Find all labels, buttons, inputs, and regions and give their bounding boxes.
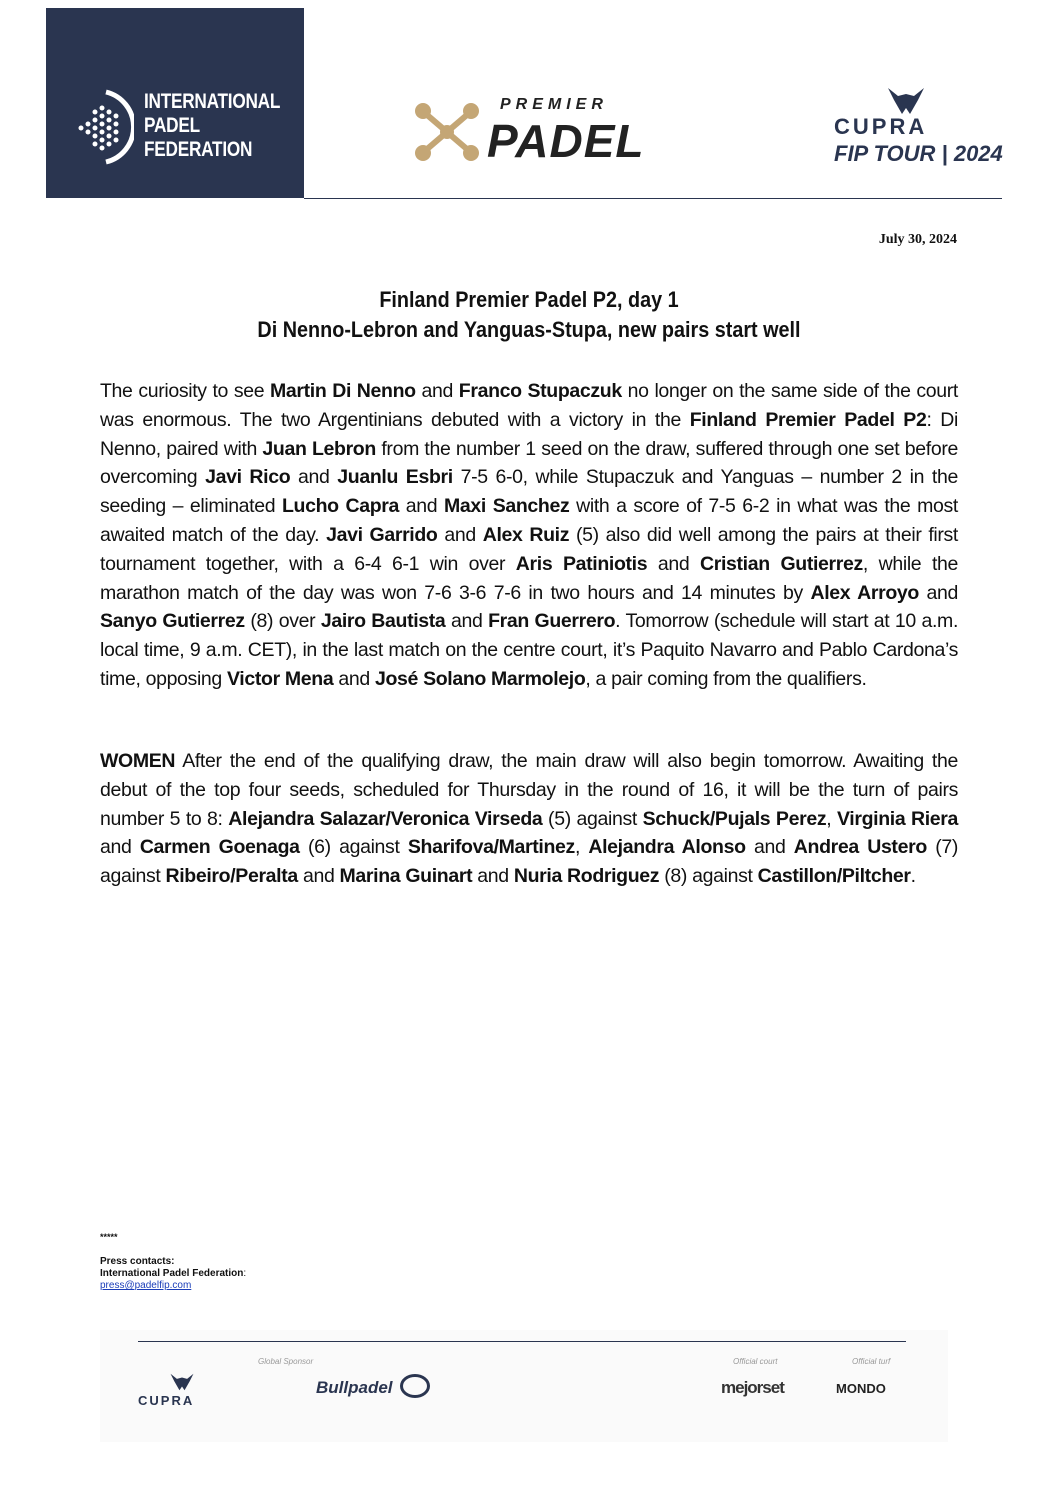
ipf-line-3: FEDERATION <box>144 138 253 161</box>
bold-name: Alejandra Alonso <box>588 836 746 859</box>
text-run: and <box>297 865 340 888</box>
bold-name: Marina Guinart <box>339 865 473 888</box>
premier-label: PREMIER <box>500 96 608 113</box>
header-divider <box>304 198 1002 199</box>
bold-name: Ribeiro/Peralta <box>165 865 298 888</box>
press-org-suffix: : <box>243 1268 247 1279</box>
text-run: and <box>100 836 140 859</box>
text-run: and <box>647 552 700 575</box>
title-line-2: Di Nenno-Lebron and Yanguas-Stupa, new pairs start well <box>257 317 801 342</box>
cupra-tribal-icon <box>884 86 928 116</box>
premier-padel-icon <box>412 100 482 164</box>
text-run: from the number 1 seed on the draw, suffered through one set before overcoming <box>100 437 958 489</box>
cupra-footer-icon <box>168 1372 196 1392</box>
bold-name: Juan Lebron <box>262 437 376 460</box>
bold-name: Nuria Rodriguez <box>513 865 660 888</box>
ipf-wordmark <box>144 90 310 162</box>
press-org: International Padel Federation <box>100 1268 244 1279</box>
text-run: and <box>333 667 375 690</box>
text-run: After the end of the qualifying draw, the main draw will also begin tomorrow. Awaiting the debut of the top four seeds, scheduled for Thursday in the round of 16, it will be the turn of pairs number 5 to 8: <box>100 750 958 830</box>
press-contacts <box>100 1256 246 1292</box>
bold-name: Virginia Riera <box>836 807 959 830</box>
text-run: and <box>918 581 958 604</box>
press-date: July 30, 2024 <box>878 232 957 247</box>
bold-name: Fran Guerrero <box>488 610 616 633</box>
text-run: 7-5 6-0, while Stupaczuk and Yanguas – number 2 in the seeding – eliminated <box>100 466 958 518</box>
bold-name: Aris Patiniotis <box>515 552 648 575</box>
bold-name: Sharifova/Martinez <box>407 836 575 859</box>
text-run: and <box>472 865 514 888</box>
text-run: (6) against <box>299 836 408 859</box>
mondo-logo: MONDO <box>836 1381 886 1396</box>
bold-name: Schuck/Pujals Perez <box>642 807 827 830</box>
text-run: and <box>415 380 459 402</box>
global-sponsor-label: Global Sponsor <box>258 1357 314 1366</box>
bold-name: Lucho Capra <box>282 495 400 518</box>
text-run: and <box>290 466 338 489</box>
text-run: and <box>399 495 445 518</box>
bold-name: WOMEN <box>100 750 176 772</box>
text-run: (7) against <box>100 836 958 888</box>
bullpadel-logo: Bullpadel <box>316 1378 393 1397</box>
press-email-link[interactable]: press@padelfip.com <box>100 1280 192 1291</box>
text-run: with a score of 7-5 6-2 in what was the most awaited match of the day. <box>100 495 958 546</box>
bold-name: Victor Mena <box>227 667 334 690</box>
ipf-logo-block <box>46 8 304 198</box>
text-run: (5) against <box>542 807 643 830</box>
press-contacts-heading: Press contacts: <box>100 1256 175 1267</box>
title-line-1: Finland Premier Padel P2, day 1 <box>379 287 679 312</box>
bold-name: Franco Stupaczuk <box>458 380 622 402</box>
ipf-line-2: PADEL <box>144 114 200 137</box>
text-run: . Tomorrow (schedule will start at 10 a.m. local time, 9 a.m. CET), in the last match on the centre court, it’s Paquito Navarro and Pablo Cardona’s time, opposing <box>100 610 959 690</box>
bold-name: Javi Rico <box>205 466 291 489</box>
bold-name: Alejandra Salazar/Veronica Virseda <box>228 807 543 830</box>
text-run: and <box>745 836 794 859</box>
sponsor-divider <box>138 1341 906 1342</box>
press-org-line <box>100 1268 246 1280</box>
text-run: The curiosity to see <box>100 380 271 402</box>
bold-name: Cristian Gutierrez <box>700 552 863 575</box>
bold-name: Finland Premier Padel P2 <box>689 408 927 431</box>
bold-name: José Solano Marmolejo <box>374 667 586 690</box>
official-turf-label: Official turf <box>852 1357 891 1366</box>
mejorset-logo: mejorset <box>721 1378 784 1397</box>
text-run: (8) over <box>244 610 321 633</box>
bold-name: Martin Di Nenno <box>270 380 416 402</box>
bold-name: Andrea Ustero <box>793 836 927 859</box>
section-separator: ***** <box>100 1232 118 1242</box>
bullpadel-ring-icon <box>400 1374 430 1398</box>
bold-name: Javi Garrido <box>326 523 438 546</box>
bold-name: Castillon/Piltcher <box>757 865 911 888</box>
cupra-wordmark: CUPRA <box>834 114 928 139</box>
body-paragraph-men <box>100 377 958 694</box>
bold-name: Juanlu Esbri <box>337 466 453 489</box>
body-paragraph-women <box>100 747 958 891</box>
cupra-footer-logo: CUPRA <box>138 1393 195 1408</box>
bold-name: Carmen Goenaga <box>139 836 300 859</box>
bold-name: Jairo Bautista <box>320 610 446 633</box>
text-run: : Di Nenno, paired with <box>100 408 958 460</box>
bold-name: Alex Arroyo <box>810 581 919 604</box>
padel-wordmark: PADEL <box>487 115 645 167</box>
official-court-label: Official court <box>733 1357 778 1366</box>
bold-name: Sanyo Gutierrez <box>100 610 245 633</box>
text-run: no longer on the same side of the court was enormous. The two Argentinians debuted with a victory in the <box>100 380 958 431</box>
fip-tour-label: FIP TOUR | 2024 <box>834 141 1003 166</box>
ipf-racket-icon <box>76 86 134 168</box>
sponsor-band <box>100 1330 948 1442</box>
text-run: and <box>445 610 489 633</box>
text-run: (8) against <box>659 865 758 888</box>
text-run: , <box>574 836 589 859</box>
text-run: , a pair coming from the qualifiers. <box>585 667 867 690</box>
text-run: , <box>826 807 837 830</box>
bold-name: Alex Ruiz <box>482 523 570 546</box>
text-run: (5) also did well among the pairs at their first tournament together, with a 6-4 6-1 win over <box>100 523 959 575</box>
text-run: . <box>910 865 916 888</box>
ipf-line-1: INTERNATIONAL <box>144 90 281 113</box>
bold-name: Maxi Sanchez <box>444 495 570 518</box>
text-run: and <box>437 523 483 546</box>
press-title <box>100 285 958 345</box>
text-run: , while the marathon match of the day was won 7-6 3-6 7-6 in two hours and 14 minutes by <box>100 552 958 604</box>
